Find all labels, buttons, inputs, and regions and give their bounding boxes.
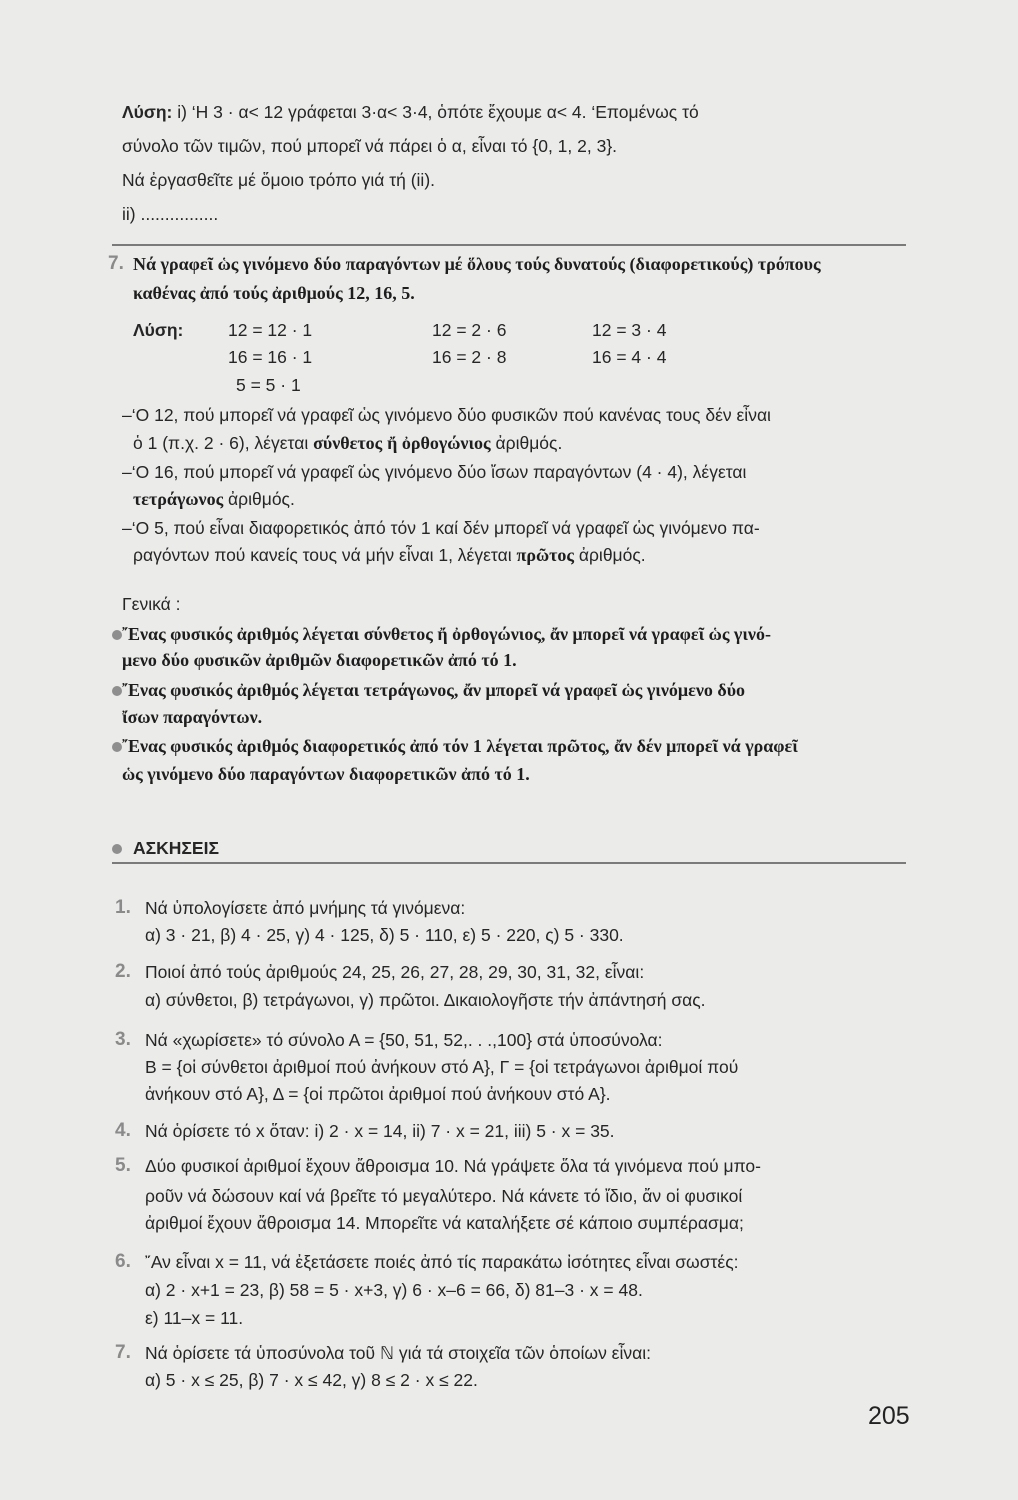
solution-line: ii) ................ <box>122 204 219 224</box>
exercise-number: 7. <box>115 1342 131 1363</box>
factor-eq: 5 = 5 · 1 <box>236 375 301 395</box>
exercise-number: 2. <box>115 961 131 982</box>
factor-eq: 12 = 2 · 6 <box>432 320 507 340</box>
remark: –‘Ο 12, πού μπορεῖ νά γραφεῖ ὡς γινόμενο δύο φυσικῶν πού κανένας τους δέν εἶναι <box>122 405 771 425</box>
solution-line <box>122 101 699 123</box>
exercise-text: ῎Αν εἶναι x = 11, νά ἐξετάσετε ποιές ἀπό τίς παρακάτω ἰσότητες εἶναι σωστές: <box>145 1252 739 1272</box>
rule-text: ῎Ενας φυσικός ἀριθμός διαφορετικός ἀπό τόν 1 λέγεται πρῶτος, ἄν δέν μπορεῖ νά γραφεῖ <box>122 736 798 756</box>
problem-number: 7. <box>108 253 124 274</box>
bullet-icon <box>112 844 122 854</box>
rule-text: ῎Ενας φυσικός ἀριθμός λέγεται τετράγωνος, ἄν μπορεῖ νά γραφεῖ ὡς γινόμενο δύο <box>122 680 746 700</box>
text: ἀριθμός. <box>574 545 646 565</box>
exercise-number: 1. <box>115 897 131 918</box>
solution-line: σύνολο τῶν τιμῶν, πού μπορεῖ νά πάρει ὁ α, εἶναι τό {0, 1, 2, 3}. <box>122 136 618 156</box>
text: i) ‘Η 3 · α< 12 γράφεται 3·α< 3·4, ὁπότε ἔχουμε α< 4. ‘Επομένως τό <box>172 102 699 122</box>
section-heading: ΑΣΚΗΣΕΙΣ <box>133 838 219 858</box>
solution-line: Νά ἐργασθεῖτε μέ ὅμοιο τρόπο γιά τή (ii). <box>122 170 436 190</box>
solution-label: Λύση: <box>122 102 173 122</box>
exercise-text: ε) 11–x = 11. <box>145 1308 244 1328</box>
exercise-text: Ποιοί ἀπό τούς ἀριθμούς 24, 25, 26, 27, 28, 29, 30, 31, 32, εἶναι: <box>145 962 645 982</box>
exercise-text: Νά ὑπολογίσετε ἀπό μνήμης τά γινόμενα: <box>145 898 466 918</box>
exercise-number: 3. <box>115 1029 131 1050</box>
rule-text: ῎Ενας φυσικός ἀριθμός λέγεται σύνθετος ἤ ὀρθογώνιος, ἄν μπορεῖ νά γραφεῖ ὡς γινό- <box>122 624 771 644</box>
term: ἤ ὀρθογώνιος <box>387 433 491 453</box>
exercise-number: 4. <box>115 1120 131 1141</box>
remark: –‘Ο 16, πού μπορεῖ νά γραφεῖ ὡς γινόμενο δύο ἴσων παραγόντων (4 · 4), λέγεται <box>122 462 747 482</box>
exercise-text: Νά ὁρίσετε τά ὑποσύνολα τοῦ ℕ γιά τά στοιχεῖα τῶν ὁποίων εἶναι: <box>145 1343 651 1363</box>
exercise-number: 5. <box>115 1155 131 1176</box>
term: πρῶτος <box>516 545 574 565</box>
bullet-icon <box>112 686 122 696</box>
problem-text: καθένας ἀπό τούς ἀριθμούς 12, 16, 5. <box>133 283 415 303</box>
remark <box>133 544 646 566</box>
exercise-text: Νά «χωρίσετε» τό σύνολο Α = {50, 51, 52,. . .,100} στά ὑποσύνολα: <box>145 1030 663 1050</box>
exercise-text: Νά ὁρίσετε τό x ὅταν: i) 2 · x = 14, ii) 7 · x = 21, iii) 5 · x = 35. <box>145 1121 615 1141</box>
divider <box>112 244 906 246</box>
term: τετράγωνος <box>133 489 224 509</box>
remark <box>133 488 295 510</box>
factor-eq: 16 = 16 · 1 <box>228 347 313 367</box>
exercise-text: Β = {οἱ σύνθετοι ἀριθμοί πού ἀνήκουν στό Α}, Γ = {οἱ τετράγωνοι ἀριθμοί πού <box>145 1057 739 1077</box>
problem-text: Νά γραφεῖ ὡς γινόμενο δύο παραγόντων μέ ὅλους τούς δυνατούς (διαφορετικούς) τρόπους <box>133 254 821 274</box>
divider <box>112 862 906 864</box>
factor-eq: 16 = 4 · 4 <box>592 347 667 367</box>
exercise-text: ἀριθμοί ἔχουν ἄθροισμα 14. Μπορεῖτε νά καταλήξετε σέ κάποιο συμπέρασμα; <box>145 1213 744 1233</box>
factor-eq: 16 = 2 · 8 <box>432 347 507 367</box>
term: σύνθετος <box>313 433 383 453</box>
factor-eq: 12 = 12 · 1 <box>228 320 313 340</box>
exercise-text: ἀνήκουν στό Α}, Δ = {οἱ πρῶτοι ἀριθμοί πού ἀνήκουν στό Α}. <box>145 1084 611 1104</box>
text: ἀριθμός. <box>490 433 563 453</box>
text: ραγόντων πού κανείς τους νά μήν εἶναι 1, λέγεται <box>133 545 517 565</box>
rule-text: μενο δύο φυσικῶν ἀριθμῶν διαφορετικῶν ἀπό τό 1. <box>122 650 517 670</box>
exercise-number: 6. <box>115 1251 131 1272</box>
general-label: Γενικά : <box>122 594 181 614</box>
exercise-text: ροῦν νά δώσουν καί νά βρεῖτε τό μεγαλύτερο. Νά κάνετε τό ἴδιο, ἄν οἱ φυσικοί <box>145 1186 743 1206</box>
exercise-text: α) σύνθετοι, β) τετράγωνοι, γ) πρῶτοι. Δικαιολογῆστε τήν ἀπάντησή σας. <box>145 990 706 1010</box>
exercise-text: α) 3 · 21, β) 4 · 25, γ) 4 · 125, δ) 5 · 110, ε) 5 · 220, ς) 5 · 330. <box>145 925 624 945</box>
rule-text: ὡς γινόμενο δύο παραγόντων διαφορετικῶν ἀπό τό 1. <box>122 764 530 784</box>
remark <box>133 432 562 454</box>
factor-eq: 12 = 3 · 4 <box>592 320 667 340</box>
remark: –‘Ο 5, πού εἶναι διαφορετικός ἀπό τόν 1 καί δέν μπορεῖ νά γραφεῖ ὡς γινόμενο πα- <box>122 518 760 538</box>
page-number: 205 <box>868 1402 910 1430</box>
rule-text: ἴσων παραγόντων. <box>122 707 263 727</box>
bullet-icon <box>112 742 122 752</box>
exercise-text: α) 5 · x ≤ 25, β) 7 · x ≤ 42, γ) 8 ≤ 2 · x ≤ 22. <box>145 1370 478 1390</box>
exercise-text: Δύο φυσικοί ἀριθμοί ἔχουν ἄθροισμα 10. Νά γράψετε ὅλα τά γινόμενα πού μπο- <box>145 1156 761 1176</box>
solution-label: Λύση: <box>133 320 184 340</box>
text: ὁ 1 (π.χ. 2 · 6), λέγεται <box>133 433 314 453</box>
exercise-text: α) 2 · x+1 = 23, β) 58 = 5 · x+3, γ) 6 · x–6 = 66, δ) 81–3 · x = 48. <box>145 1280 643 1300</box>
bullet-icon <box>112 630 122 640</box>
text: ἀριθμός. <box>223 489 295 509</box>
